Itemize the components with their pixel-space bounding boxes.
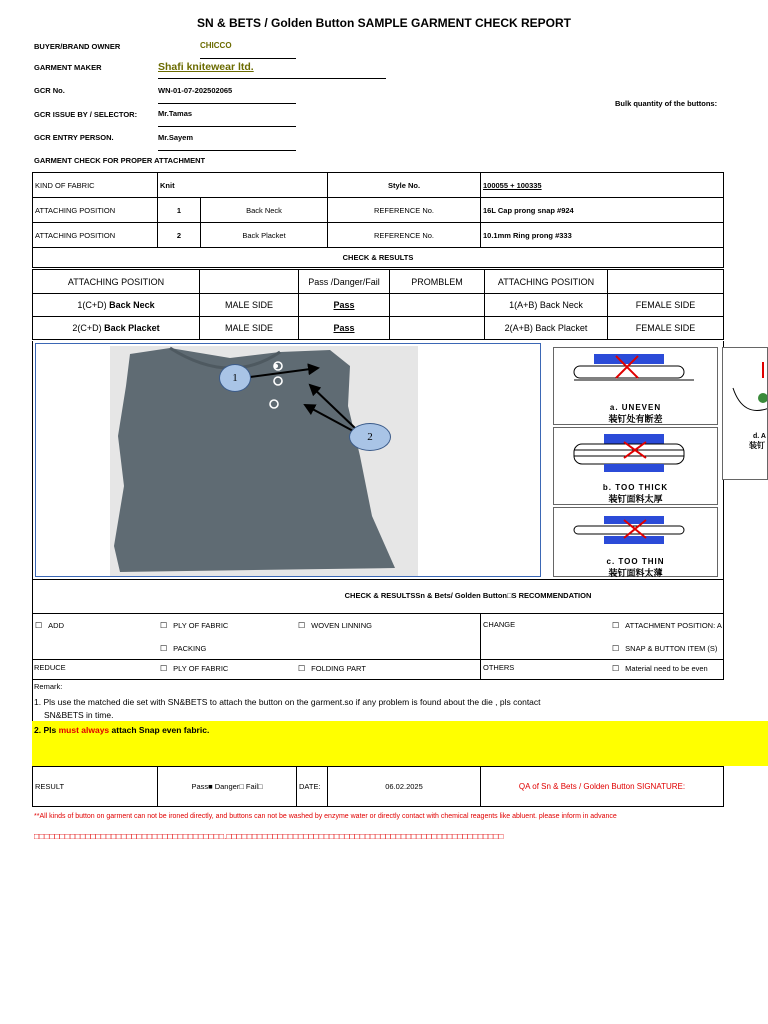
result-side: MALE SIDE <box>200 294 299 317</box>
diagram-b-line2: 装钉面料太厚 <box>608 494 663 504</box>
result-options[interactable]: Pass■ Danger□ Fail□ <box>158 767 297 807</box>
remark-line-2: 2. Pls must always attach Snap even fabric. <box>34 725 210 735</box>
ref-value: 10.1mm Ring prong #333 <box>481 223 724 248</box>
partial-icon <box>723 348 768 428</box>
issue-underline <box>158 126 296 127</box>
col-side-2 <box>608 270 724 294</box>
add-ply-checkbox[interactable]: ☐ PLY OF FABRIC <box>160 621 228 630</box>
footer-note: **All kinds of button on garment can not be ironed directly, and buttons can not be washed by enzyme water or directly contact with chemical reagents like abluent. please inform in advance <box>34 813 617 820</box>
diagram-d-partial <box>722 347 768 480</box>
diagram-a-line1: a. UNEVEN <box>609 403 662 412</box>
fabric-value: Knit <box>158 173 328 198</box>
maker-label: GARMENT MAKER <box>34 63 102 72</box>
result-problem <box>390 294 485 317</box>
gcr-value: WN-01-07-202502065 <box>158 86 233 95</box>
others-label: OTHERS <box>483 663 515 672</box>
attach-pos-label: ATTACHING POSITION <box>33 198 158 223</box>
diagram-d-line1: d. A <box>753 433 766 440</box>
entry-underline <box>158 150 296 151</box>
maker-value: Shafi knitewear ltd. <box>158 61 254 73</box>
ref-label: REFERENCE No. <box>328 223 481 248</box>
diagram-too-thick <box>553 427 718 505</box>
maker-underline <box>158 78 386 79</box>
result-status: Pass <box>299 294 390 317</box>
buyer-label: BUYER/BRAND OWNER <box>34 42 121 51</box>
uneven-icon <box>554 348 717 398</box>
diagram-b-line1: b. TOO THICK <box>602 483 669 492</box>
add-checkbox[interactable]: ☐ ADD <box>35 621 64 630</box>
result-pos: 2(C+D) Back Placket <box>33 317 200 340</box>
attach-pos: Back Neck <box>201 198 328 223</box>
style-label: Style No. <box>328 173 481 198</box>
diagram-c-line2: 装钉面料太薄 <box>608 568 663 578</box>
result-side-2: FEMALE SIDE <box>608 294 724 317</box>
col-status: Pass /Danger/Fail <box>299 270 390 294</box>
callout-1: 1 <box>219 364 251 392</box>
ref-label: REFERENCE No. <box>328 198 481 223</box>
footer-chinese: □□□□□□□□□□□□□□□□□□□□□□□□□□□□□□□□□□□□□.□□□□□□□□□□□□□□□□□□□□□□□□□□□□□□□□□□□□□□□□□□□□□□□□□□□□□□ <box>34 831 504 841</box>
page-title: SN & BETS / Golden Button SAMPLE GARMENT CHECK REPORT <box>197 16 571 30</box>
remark-line-1: 1. Pls use the matched die set with SN&BETS to attach the button on the garment.so if any problem is found about the die , pls contact <box>34 697 541 707</box>
col-attach-pos: ATTACHING POSITION <box>33 270 200 294</box>
recommendation-heading-box <box>32 579 724 614</box>
remark-label: Remark: <box>34 682 63 691</box>
check-results-heading: CHECK & RESULTS <box>33 248 724 268</box>
add-packing-checkbox[interactable]: ☐ PACKING <box>160 644 206 653</box>
reduce-ply-checkbox[interactable]: ☐ PLY OF FABRIC <box>160 664 228 673</box>
others-material-checkbox[interactable]: ☐ Material need to be even <box>612 664 708 673</box>
result-label: RESULT <box>33 767 158 807</box>
result-side: MALE SIDE <box>200 317 299 340</box>
buyer-underline <box>200 58 296 59</box>
ref-value: 16L Cap prong snap #924 <box>481 198 724 223</box>
result-table <box>32 766 724 807</box>
diagram-uneven <box>553 347 718 425</box>
buyer-value: CHICCO <box>200 41 232 50</box>
callout-2: 2 <box>349 423 391 451</box>
col-problem: PROMBLEM <box>390 270 485 294</box>
result-pos-2: 2(A+B) Back Placket <box>485 317 608 340</box>
too-thick-icon <box>554 428 717 478</box>
result-problem <box>390 317 485 340</box>
result-status: Pass <box>299 317 390 340</box>
info-table <box>32 172 724 268</box>
remark-highlight <box>32 721 768 766</box>
issue-value: Mr.Tamas <box>158 109 193 118</box>
change-label: CHANGE <box>483 620 516 629</box>
attach-pos-label: ATTACHING POSITION <box>33 223 158 248</box>
results-table <box>32 269 724 340</box>
attach-check-label: GARMENT CHECK FOR PROPER ATTACHMENT <box>34 156 206 165</box>
attach-num: 1 <box>158 198 201 223</box>
add-linning-checkbox[interactable]: ☐ WOVEN LINNING <box>298 621 372 630</box>
reduce-label: REDUCE <box>34 663 66 672</box>
too-thin-icon <box>554 508 717 552</box>
diagram-a-line2: 装钉处有断差 <box>608 414 663 424</box>
date-value: 06.02.2025 <box>328 767 481 807</box>
gcr-underline <box>158 103 296 104</box>
col-side <box>200 270 299 294</box>
fabric-label: KIND OF FABRIC <box>33 173 158 198</box>
recommendation-heading: CHECK & RESULTSSn & Bets/ Golden Button□S RECOMMENDATION <box>344 591 592 600</box>
diagram-c-line1: c. TOO THIN <box>606 557 665 566</box>
qa-signature-label: QA of Sn & Bets / Golden Button SIGNATURE: <box>481 767 724 807</box>
attach-num: 2 <box>158 223 201 248</box>
entry-label: GCR ENTRY PERSON. <box>34 133 114 142</box>
remark-line-1b: SN&BETS in time. <box>44 710 114 720</box>
diagram-d-line2: 装钉 <box>749 441 765 450</box>
result-pos: 1(C+D) Back Neck <box>33 294 200 317</box>
issue-label: GCR ISSUE BY / SELECTOR: <box>34 110 138 119</box>
change-item-checkbox[interactable]: ☐ SNAP & BUTTON ITEM (S) <box>612 644 717 653</box>
col-attach-pos-2: ATTACHING POSITION <box>485 270 608 294</box>
style-value: 100055 + 100335 <box>481 173 724 198</box>
reduce-folding-checkbox[interactable]: ☐ FOLDING PART <box>298 664 366 673</box>
result-pos-2: 1(A+B) Back Neck <box>485 294 608 317</box>
attach-pos: Back Placket <box>201 223 328 248</box>
entry-value: Mr.Sayem <box>158 133 194 142</box>
result-side-2: FEMALE SIDE <box>608 317 724 340</box>
date-label: DATE: <box>297 767 328 807</box>
change-position-checkbox[interactable]: ☐ ATTACHMENT POSITION: A <box>612 621 722 630</box>
diagram-too-thin <box>553 507 718 577</box>
gcr-label: GCR No. <box>34 86 65 95</box>
bulk-label: Bulk quantity of the buttons: <box>615 99 718 108</box>
